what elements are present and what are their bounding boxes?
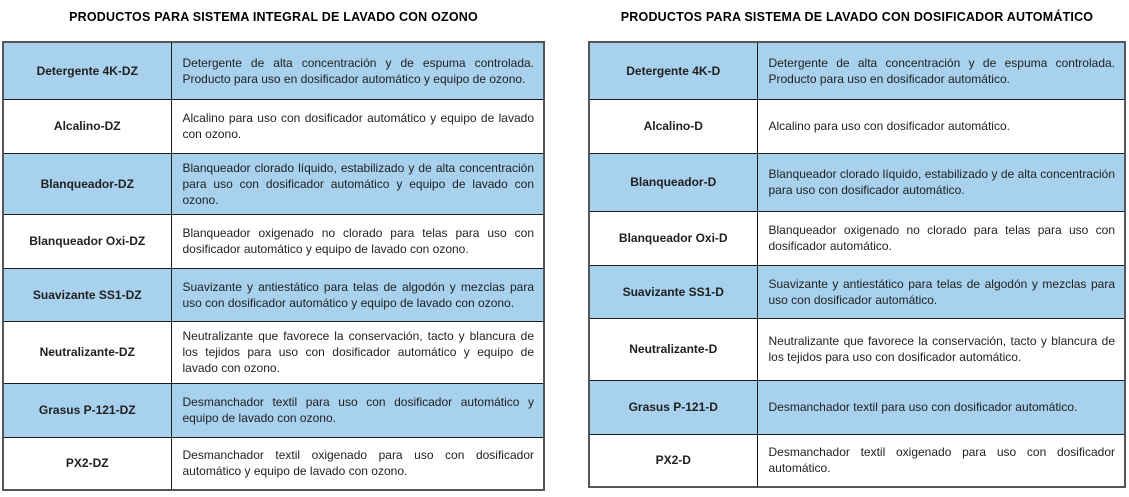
- product-name-cell: Neutralizante-DZ: [3, 321, 171, 383]
- product-name-cell: PX2-DZ: [3, 437, 171, 490]
- product-name-cell: PX2-D: [589, 434, 757, 487]
- ozono-table-title: PRODUCTOS PARA SISTEMA INTEGRAL DE LAVADO CON OZONO: [69, 10, 478, 24]
- product-description-cell: Blanqueador oxigenado no clorado para telas para uso con dosificador automático y equipo de lavado con ozono.: [171, 214, 544, 268]
- product-description-cell: Detergente de alta concentración y de espuma controlada. Producto para uso en dosificador automático y equipo de ozono.: [171, 42, 544, 99]
- table-row: [3, 321, 544, 383]
- table-row: [589, 318, 1125, 380]
- product-description-cell: Blanqueador oxigenado no clorado para telas para uso con dosificador automático.: [757, 211, 1125, 265]
- table-row: [3, 214, 544, 268]
- product-name-cell: Blanqueador-DZ: [3, 153, 171, 214]
- product-name-cell: Blanqueador-D: [589, 153, 757, 211]
- product-name-cell: Suavizante SS1-D: [589, 265, 757, 318]
- product-description-cell: Blanqueador clorado líquido, estabilizado y de alta concentración para uso con dosificador automático y equipo de lavado con ozono.: [171, 153, 544, 214]
- product-name-cell: Suavizante SS1-DZ: [3, 268, 171, 321]
- table-row: [3, 153, 544, 214]
- product-name-cell: Blanqueador Oxi-D: [589, 211, 757, 265]
- dosificador-products-section: [588, 0, 1126, 488]
- dosificador-table-title: PRODUCTOS PARA SISTEMA DE LAVADO CON DOSIFICADOR AUTOMÁTICO: [620, 10, 1094, 24]
- table-row: [3, 383, 544, 437]
- ozono-products-table: [2, 41, 545, 491]
- table-row: [589, 42, 1125, 99]
- table-row: [3, 268, 544, 321]
- ozono-products-section: [2, 0, 545, 491]
- product-description-cell: Detergente de alta concentración y de espuma controlada. Producto para uso en dosificador automático.: [757, 42, 1125, 99]
- product-description-cell: Desmanchador textil para uso con dosificador automático y equipo de lavado con ozono.: [171, 383, 544, 437]
- product-name-cell: Neutralizante-D: [589, 318, 757, 380]
- product-name-cell: Alcalino-DZ: [3, 99, 171, 153]
- product-name-cell: Grasus P-121-D: [589, 380, 757, 434]
- product-description-cell: Alcalino para uso con dosificador automático.: [757, 99, 1125, 153]
- table-row: [3, 42, 544, 99]
- product-name-cell: Blanqueador Oxi-DZ: [3, 214, 171, 268]
- product-name-cell: Alcalino-D: [589, 99, 757, 153]
- product-name-cell: Detergente 4K-DZ: [3, 42, 171, 99]
- product-description-cell: Blanqueador clorado líquido, estabilizado y de alta concentración para uso con dosificador automático.: [757, 153, 1125, 211]
- table-row: [3, 99, 544, 153]
- product-description-cell: Neutralizante que favorece la conservación, tacto y blancura de los tejidos para uso con dosificador automático.: [757, 318, 1125, 380]
- table-row: [589, 153, 1125, 211]
- table-row: [3, 437, 544, 490]
- product-description-cell: Neutralizante que favorece la conservación, tacto y blancura de los tejidos para uso con dosificador automático y equipo de lavado con ozono.: [171, 321, 544, 383]
- product-description-cell: Desmanchador textil oxigenado para uso con dosificador automático.: [757, 434, 1125, 487]
- product-description-cell: Suavizante y antiestático para telas de algodón y mezclas para uso con dosificador automático y equipo de lavado con ozono.: [171, 268, 544, 321]
- product-description-cell: Desmanchador textil oxigenado para uso con dosificador automático y equipo de lavado con ozono.: [171, 437, 544, 490]
- product-description-cell: Desmanchador textil para uso con dosificador automático.: [757, 380, 1125, 434]
- table-row: [589, 265, 1125, 318]
- table-row: [589, 99, 1125, 153]
- product-name-cell: Detergente 4K-D: [589, 42, 757, 99]
- product-description-cell: Alcalino para uso con dosificador automático y equipo de lavado con ozono.: [171, 99, 544, 153]
- table-row: [589, 211, 1125, 265]
- product-description-cell: Suavizante y antiestático para telas de algodón y mezclas para uso con dosificador automático.: [757, 265, 1125, 318]
- table-row: [589, 380, 1125, 434]
- table-row: [589, 434, 1125, 487]
- dosificador-products-table: [588, 41, 1126, 488]
- product-name-cell: Grasus P-121-DZ: [3, 383, 171, 437]
